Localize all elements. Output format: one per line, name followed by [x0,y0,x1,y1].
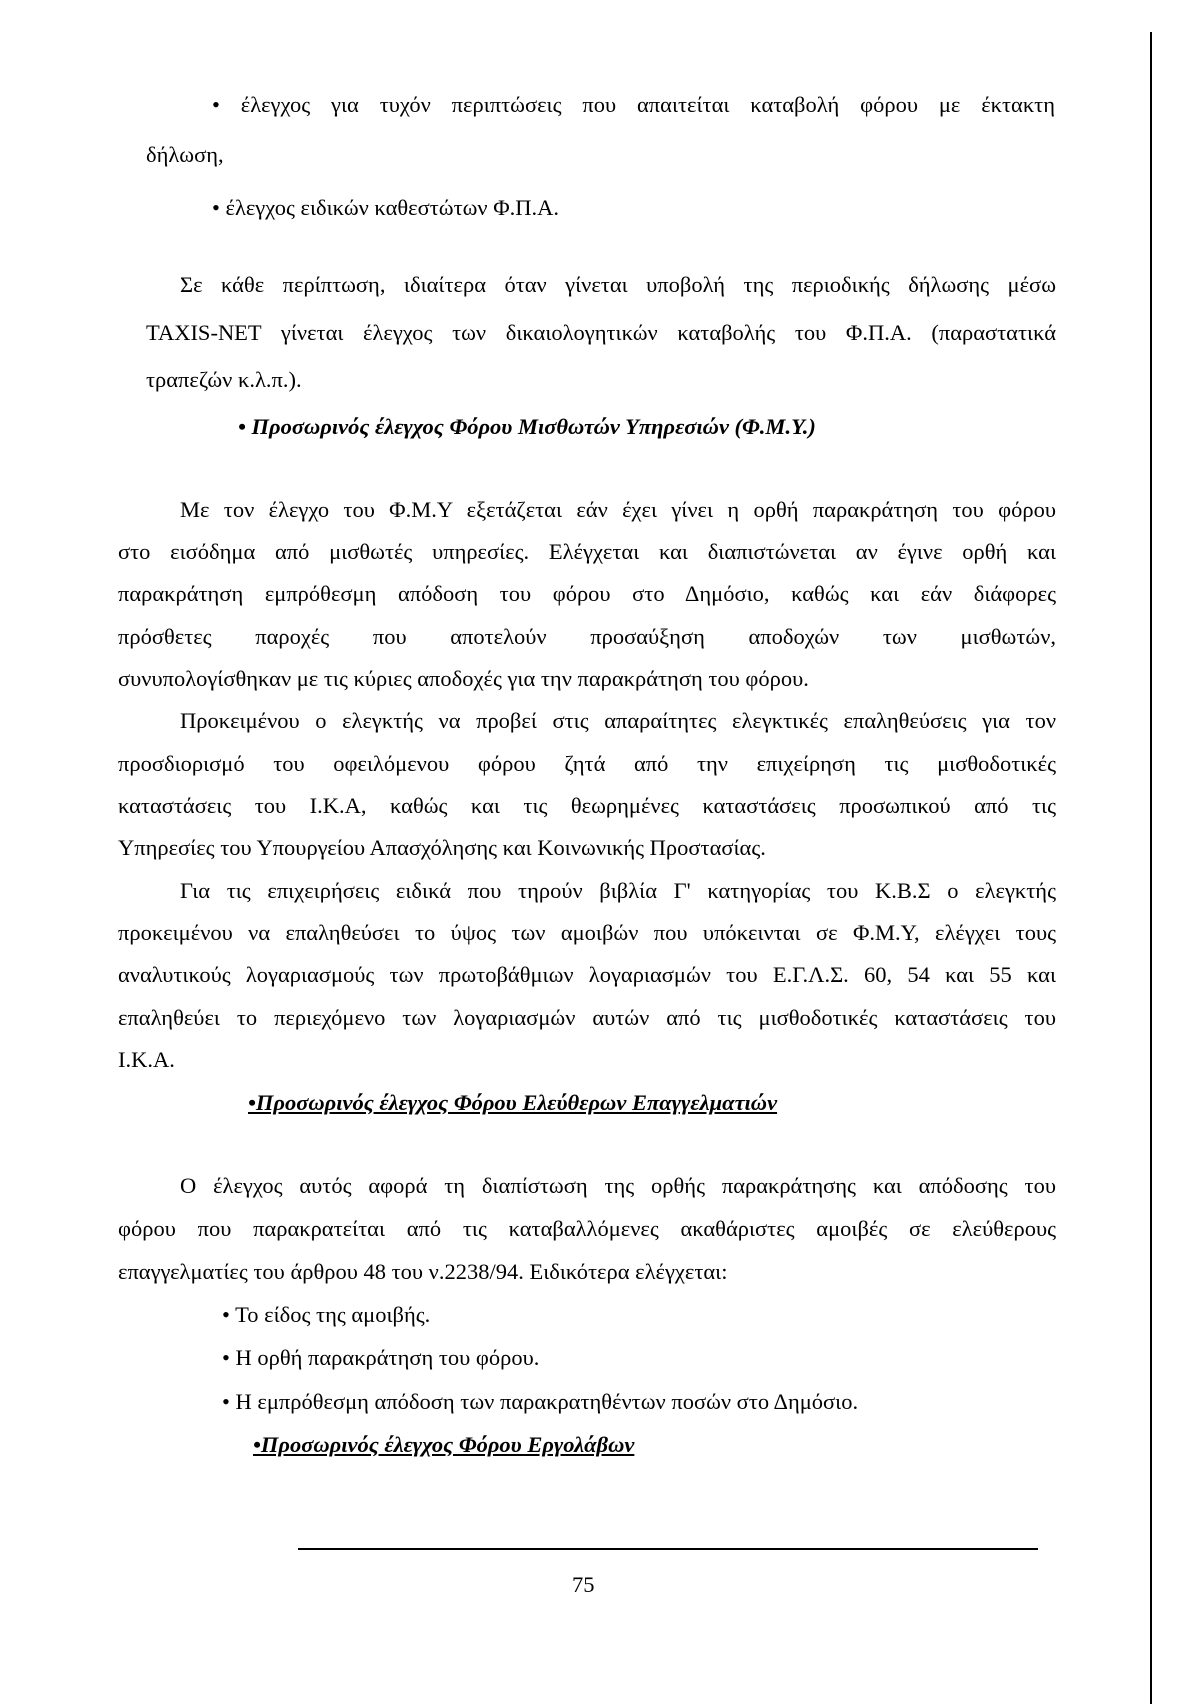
free-bullet-correct-withholding: • Η ορθή παρακράτηση του φόρου. [222,1345,540,1370]
para-kbs-line: επαληθεύει το περιεχόμενο των λογαριασμών αυτών από τις μισθοδοτικές καταστάσεις του [118,1005,1056,1030]
para-taxis-line: Σε κάθε περίπτωση, ιδιαίτερα όταν γίνεται υποβολή της περιοδικής δήλωσης μέσω [180,272,1056,297]
para-free-line: επαγγελματίες του άρθρου 48 του ν.2238/94. Ειδικότερα ελέγχεται: [118,1259,728,1284]
para-taxis-line: τραπεζών κ.λ.π.). [146,367,302,392]
free-bullet-fee-type: • Το είδος της αμοιβής. [222,1302,431,1327]
heading-freelancer-tax-check: •Προσωρινός έλεγχος Φόρου Ελεύθερων Επαγγελματιών [248,1090,778,1115]
para-taxis-line: TAXIS-NET γίνεται έλεγχος των δικαιολογητικών καταβολής του Φ.Π.Α. (παραστατικά [146,320,1056,345]
bullet-special-vat-regimes: • έλεγχος ειδικών καθεστώτων Φ.Π.Α. [212,195,560,220]
heading-salary-tax-check: • Προσωρινός έλεγχος Φόρου Μισθωτών Υπηρεσιών (Φ.Μ.Υ.) [238,414,816,439]
free-bullet-timely-remittance: • Η εμπρόθεσμη απόδοση των παρακρατηθέντων ποσών στο Δημόσιο. [222,1389,859,1414]
para-kbs-line: αναλυτικούς λογαριασμούς των πρωτοβάθμιων λογαριασμών του Ε.Γ.Λ.Σ. 60, 54 και 55 και [118,962,1056,987]
footer-rule [298,1548,1038,1550]
heading-contractor-tax-check: •Προσωρινός έλεγχος Φόρου Εργολάβων [253,1432,635,1457]
bullet-exceptional-declaration-cont: δήλωση, [146,142,224,167]
para-ika-line: Υπηρεσίες του Υπουργείου Απασχόλησης και Κοινωνικής Προστασίας. [118,835,766,860]
para-fmy-line: συνυπολογίσθηκαν με τις κύριες αποδοχές για την παρακράτηση του φόρου. [118,666,809,691]
para-ika-line: καταστάσεις του Ι.Κ.Α, καθώς και τις θεωρημένες καταστάσεις προσωπικού από τις [118,793,1056,818]
para-free-line: Ο έλεγχος αυτός αφορά τη διαπίστωση της ορθής παρακράτησης και απόδοσης του [180,1173,1056,1198]
para-free-line: φόρου που παρακρατείται από τις καταβαλλόμενες ακαθάριστες αμοιβές σε ελεύθερους [118,1216,1056,1241]
para-fmy-line: πρόσθετες παροχές που αποτελούν προσαύξηση αποδοχών των μισθωτών, [118,624,1056,649]
bullet-exceptional-declaration: • έλεγχος για τυχόν περιπτώσεις που απαιτείται καταβολή φόρου με έκτακτη [212,92,1055,117]
para-fmy-line: στο εισόδημα από μισθωτές υπηρεσίες. Ελέγχεται και διαπιστώνεται αν έγινε ορθή και [118,539,1056,564]
para-fmy-line: παρακράτηση εμπρόθεσμη απόδοση του φόρου στο Δημόσιο, καθώς και εάν διάφορες [118,581,1056,606]
para-kbs-line: Για τις επιχειρήσεις ειδικά που τηρούν βιβλία Γ' κατηγορίας του Κ.Β.Σ ο ελεγκτής [180,878,1056,903]
para-kbs-line: Ι.Κ.Α. [118,1047,175,1072]
para-fmy-line: Με τον έλεγχο του Φ.Μ.Υ εξετάζεται εάν έχει γίνει η ορθή παρακράτηση του φόρου [180,497,1056,522]
para-ika-line: Προκειμένου ο ελεγκτής να προβεί στις απαραίτητες ελεγκτικές επαληθεύσεις για τον [180,708,1056,733]
page-number: 75 [572,1572,595,1597]
right-margin-rule [1150,32,1152,1704]
para-kbs-line: προκειμένου να επαληθεύσει το ύψος των αμοιβών που υπόκεινται σε Φ.Μ.Υ, ελέγχει τους [118,920,1056,945]
para-ika-line: προσδιορισμό του οφειλόμενου φόρου ζητά από την επιχείρηση τις μισθοδοτικές [118,751,1056,776]
